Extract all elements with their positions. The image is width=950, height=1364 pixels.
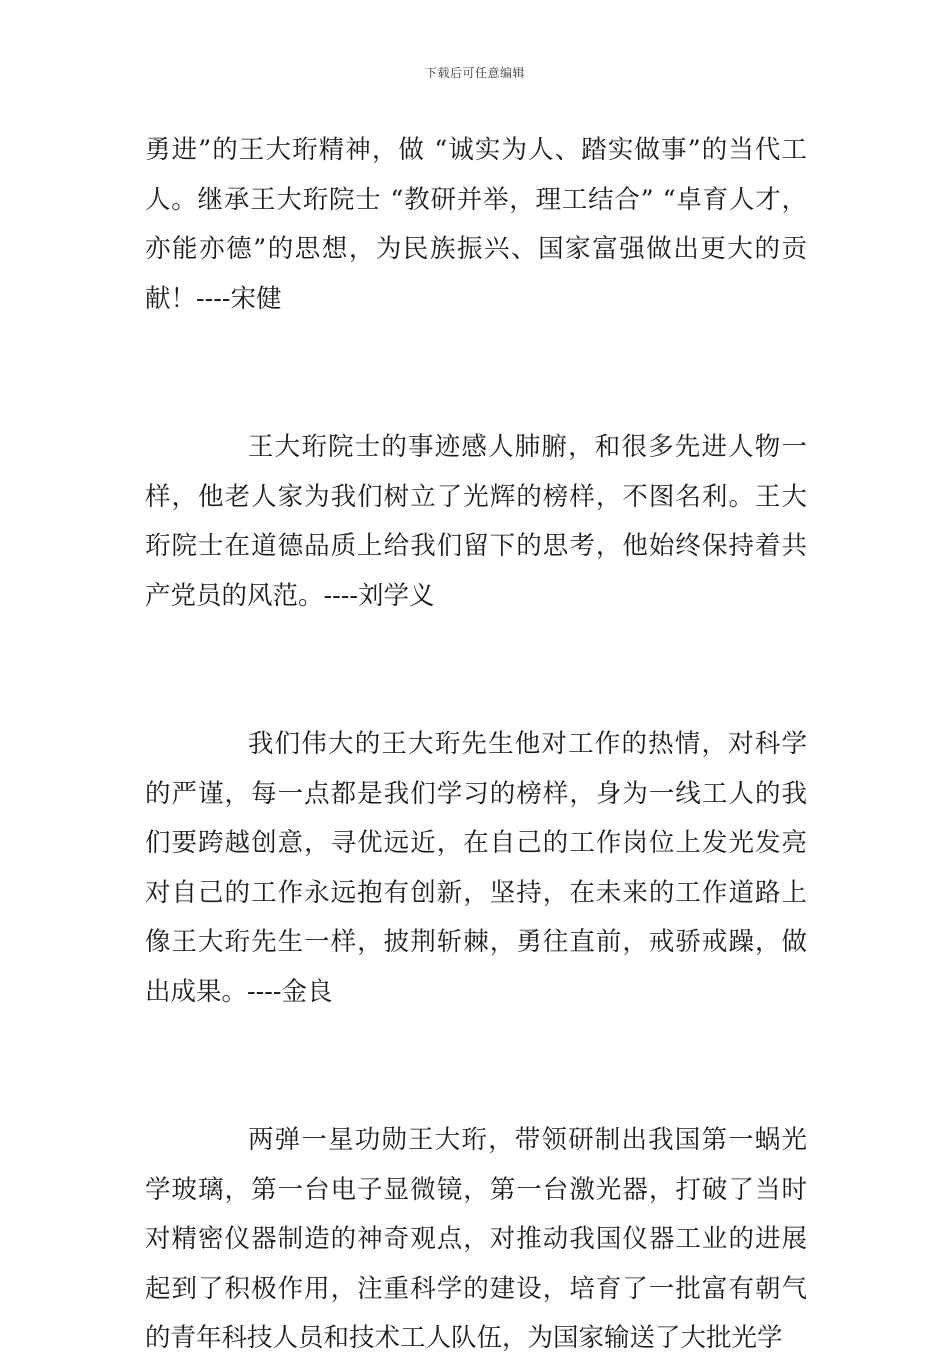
paragraph-4: 两弹一星功勋王大珩，带领研制出我国第一蜗光学玻璃，第一台电子显微镜，第一台激光器，打破了当时对精密仪器制造的神奇观点，对推动我国仪器工业的进展起到了积极作用，注重科学的建设，培育了一批富有朝气的青年科技人员和技术工人队伍，为国家输送了大批光学	[145, 1125, 807, 1353]
paragraph-spacer	[145, 621, 807, 720]
paragraph-2: 王大珩院士的事迹感人肺腑，和很多先进人物一样，他老人家为我们树立了光辉的榜样，不图名利。王大珩院士在道德品质上给我们留下的思考，他始终保持着共产党员的风范。----刘学义	[145, 432, 807, 611]
paragraph-1: 勇进”的王大珩精神，做 “诚实为人、踏实做事”的当代工人。继承王大珩院士 “教研并举，理工结合” “卓育人才，亦能亦德”的思想，为民族振兴、国家富强做出更大的贡献！----宋健	[145, 135, 807, 314]
paragraph-spacer	[145, 1017, 807, 1116]
paragraph-3: 我们伟大的王大珩先生他对工作的热情，对科学的严谨，每一点都是我们学习的榜样，身为一线工人的我们要跨越创意，寻优远近，在自己的工作岗位上发光发亮对自己的工作永远抱有创新，坚持，在未来的工作道路上像王大珩先生一样，披荆斩棘，勇往直前，戒骄戒躁，做出成果。----金良	[145, 729, 807, 1007]
page-header: 下载后可任意编辑	[424, 66, 525, 80]
document-body	[145, 126, 807, 1364]
paragraph-spacer	[145, 324, 807, 423]
